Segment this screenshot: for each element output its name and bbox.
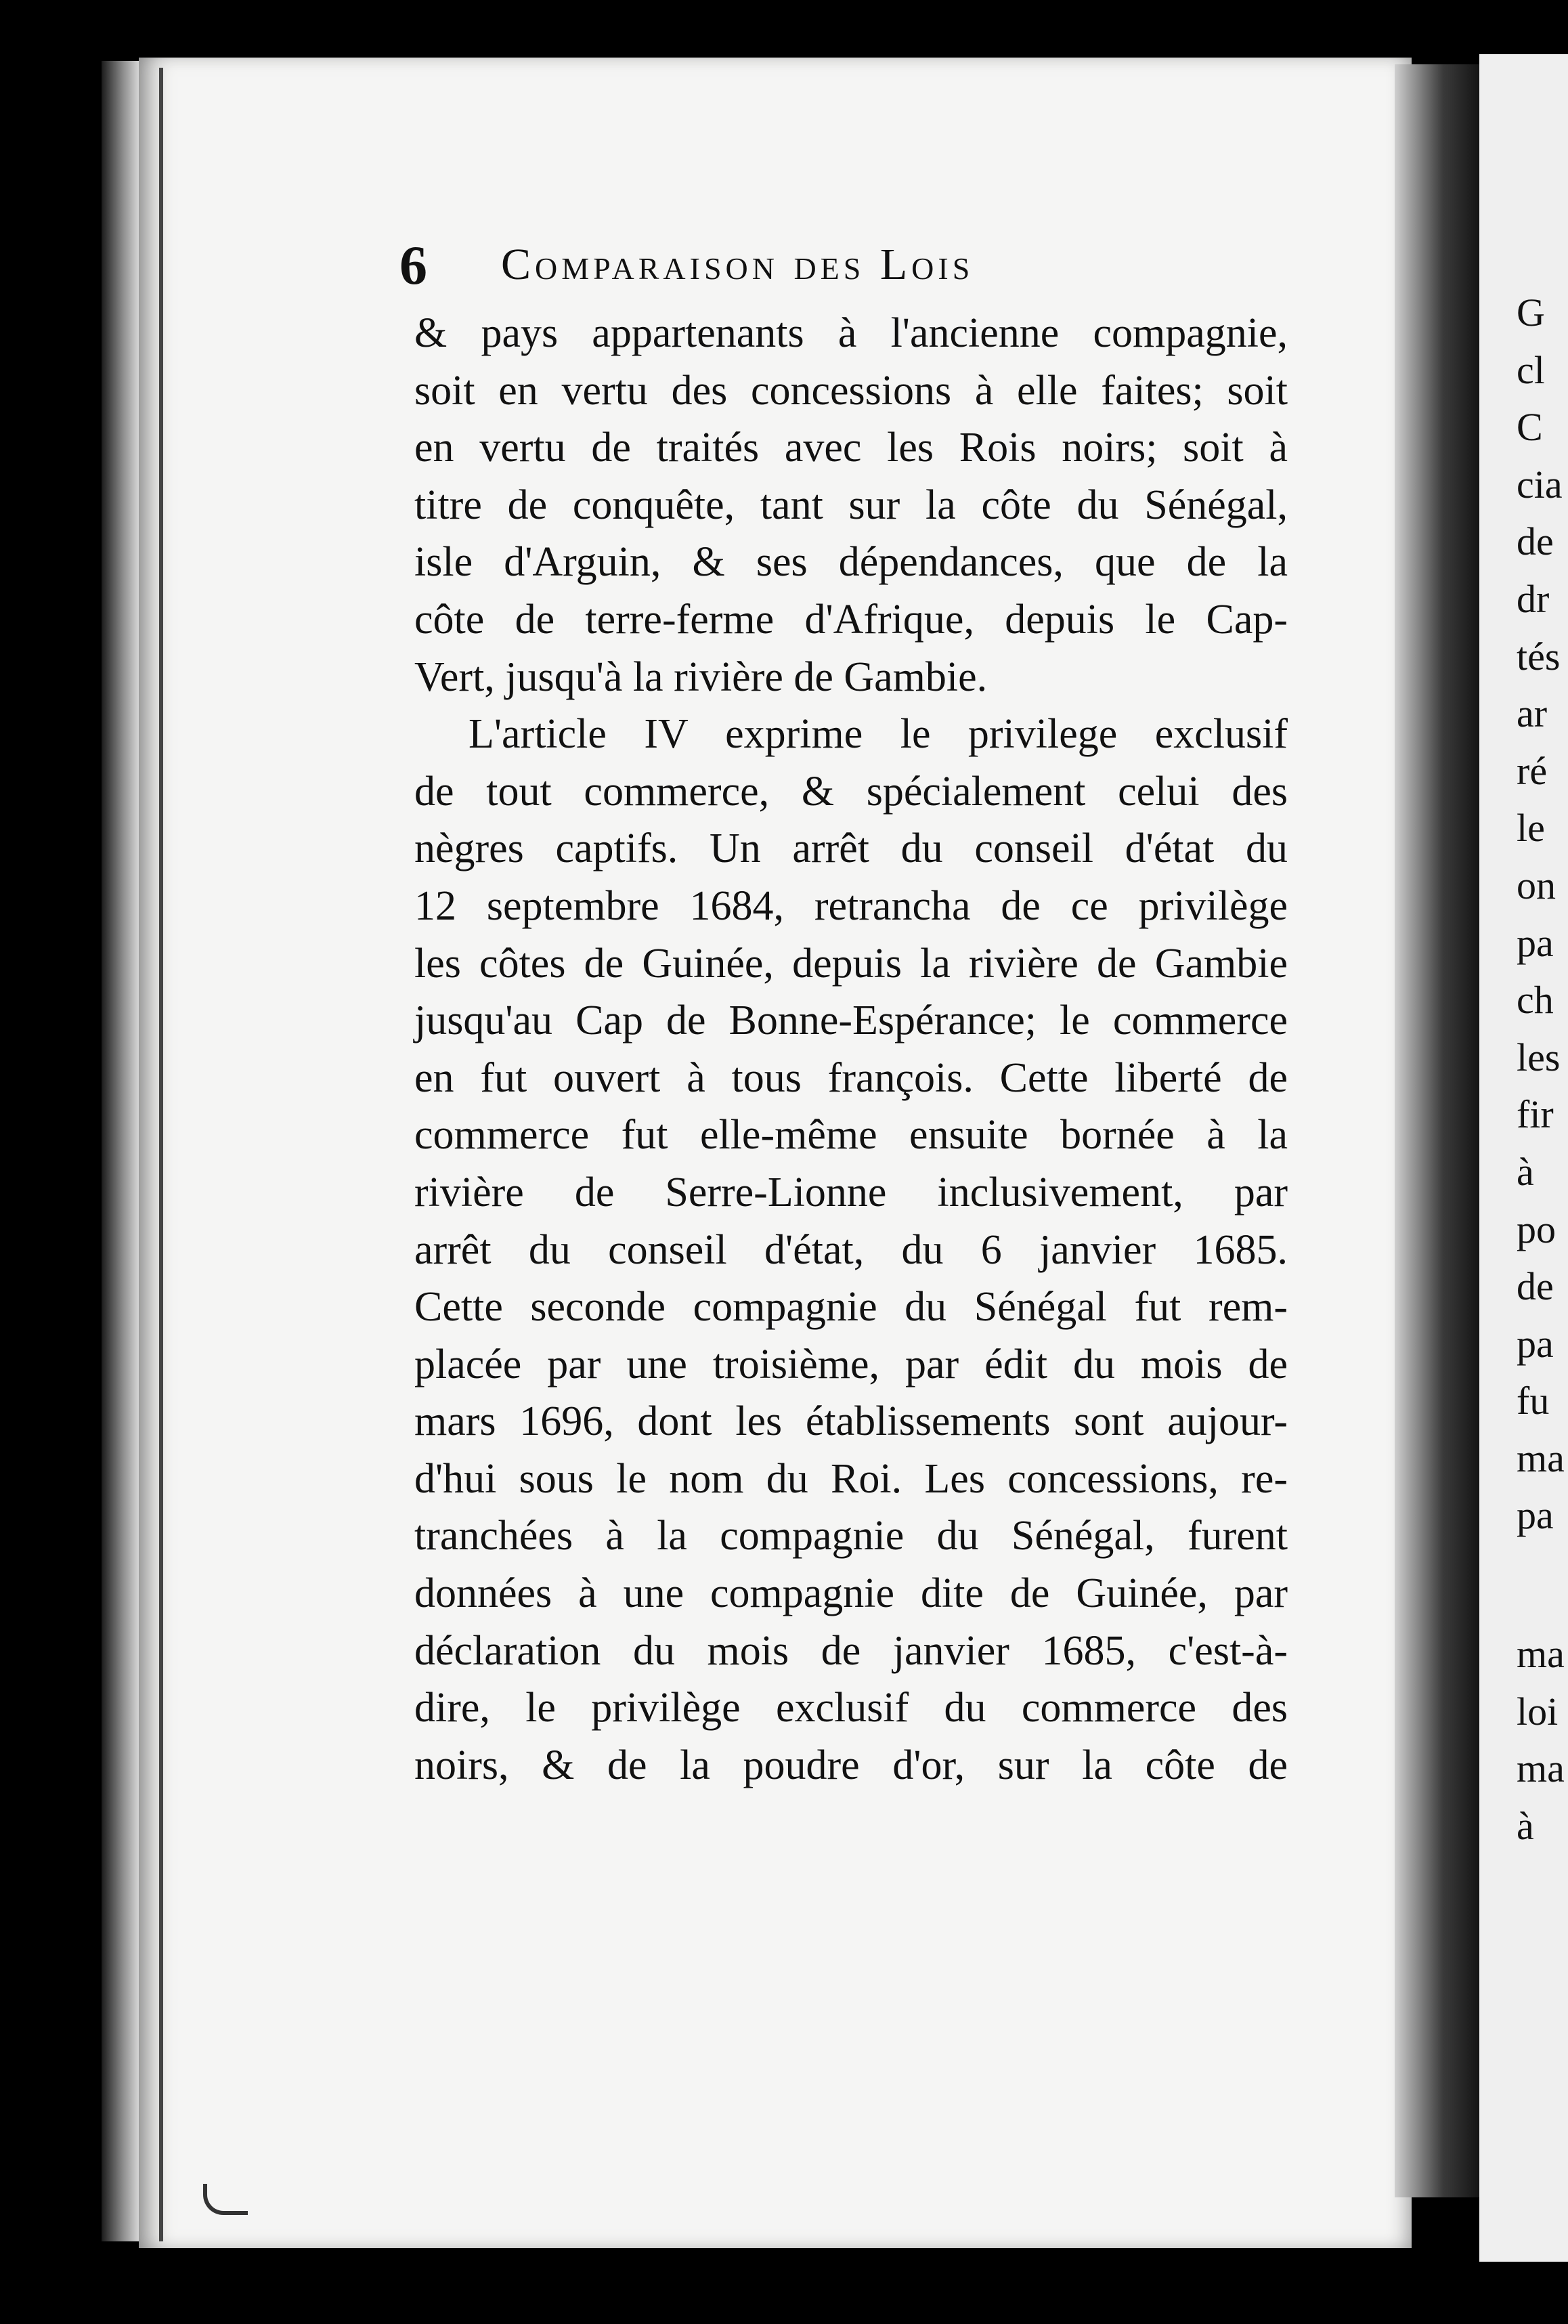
text-line: tranchées à la compagnie du Sénégal, furent <box>414 1513 1288 1559</box>
page-corner-mark <box>203 2184 248 2215</box>
facing-line: ch <box>1517 978 1554 1023</box>
page-body <box>414 305 1288 1794</box>
text-line: 12 septembre 1684, retrancha de ce privilège <box>414 882 1288 929</box>
text-line: titre de conquête, tant sur la côte du Sénégal, <box>414 481 1288 528</box>
page-number: 6 <box>399 234 427 296</box>
facing-line: pa <box>1517 1493 1554 1538</box>
facing-line: loi <box>1517 1689 1559 1734</box>
text-line: rivière de Serre-Lionne inclusivement, par <box>414 1169 1288 1215</box>
facing-line: cia <box>1517 462 1563 507</box>
text-line: d'hui sous le nom du Roi. Les concessions, re- <box>414 1455 1288 1502</box>
text-line: côte de terre-ferme d'Afrique, depuis le Cap- <box>414 596 1288 643</box>
text-line: L'article IV exprime le privilege exclusif <box>469 711 1288 758</box>
facing-line: po <box>1517 1207 1556 1251</box>
facing-line: ma <box>1517 1746 1565 1791</box>
book-gutter <box>1395 64 1483 2197</box>
running-title: Comparaison des Lois <box>501 240 974 289</box>
text-line: jusqu'au Cap de Bonne-Espérance; le commerce <box>414 997 1288 1044</box>
facing-line: à <box>1517 1803 1534 1848</box>
facing-line: pa <box>1517 920 1554 965</box>
page-border-line <box>159 68 163 2241</box>
text-line: soit en vertu des concessions à elle faites; soit <box>414 367 1288 414</box>
text-line: placée par une troisième, par édit du mois de <box>414 1341 1288 1387</box>
facing-line: fu <box>1517 1379 1550 1423</box>
facing-line: ma <box>1517 1632 1565 1677</box>
text-line: Vert, jusqu'à la rivière de Gambie. <box>414 653 988 700</box>
facing-line: cl <box>1517 347 1545 392</box>
text-line: en fut ouvert à tous françois. Cette liberté de <box>414 1054 1288 1101</box>
text-line: isle d'Arguin, & ses dépendances, que de la <box>414 539 1288 586</box>
facing-line: ma <box>1517 1436 1565 1480</box>
text-line: noirs, & de la poudre d'or, sur la côte de <box>414 1742 1288 1788</box>
text-line: déclaration du mois de janvier 1685, c'est-à- <box>414 1627 1288 1674</box>
facing-page-text <box>1517 284 1568 1855</box>
facing-paragraph-gap <box>1517 1545 1568 1626</box>
text-line: commerce fut elle-même ensuite bornée à la <box>414 1112 1288 1159</box>
facing-line: pa <box>1517 1321 1554 1366</box>
text-line: Cette seconde compagnie du Sénégal fut rem- <box>414 1284 1288 1331</box>
facing-line: C <box>1517 405 1543 450</box>
facing-line: à <box>1517 1149 1534 1194</box>
text-line: les côtes de Guinée, depuis la rivière de Gambie <box>414 940 1288 987</box>
facing-line: dr <box>1517 576 1550 621</box>
text-line: & pays appartenants à l'ancienne compagnie, <box>414 310 1288 356</box>
facing-line: tés <box>1517 634 1561 679</box>
facing-line: ré <box>1517 748 1548 793</box>
text-line: en vertu de traités avec les Rois noirs; soit à <box>414 425 1288 471</box>
text-line: mars 1696, dont les établissements sont aujour- <box>414 1398 1288 1445</box>
facing-line: fir <box>1517 1092 1554 1137</box>
page-header <box>399 234 1178 295</box>
text-line: dire, le privilège exclusif du commerce des <box>414 1685 1288 1731</box>
text-line: de tout commerce, & spécialement celui des <box>414 768 1288 815</box>
text-line: nègres captifs. Un arrêt du conseil d'état du <box>414 825 1288 872</box>
facing-line: ar <box>1517 691 1548 736</box>
facing-line: de <box>1517 1264 1554 1309</box>
facing-line: on <box>1517 863 1556 907</box>
text-line: données à une compagnie dite de Guinée, par <box>414 1570 1288 1617</box>
facing-line: de <box>1517 519 1554 564</box>
text-line: arrêt du conseil d'état, du 6 janvier 1685. <box>414 1226 1288 1273</box>
facing-line: G <box>1517 290 1545 335</box>
facing-line: les <box>1517 1035 1561 1079</box>
facing-line: le <box>1517 806 1545 851</box>
